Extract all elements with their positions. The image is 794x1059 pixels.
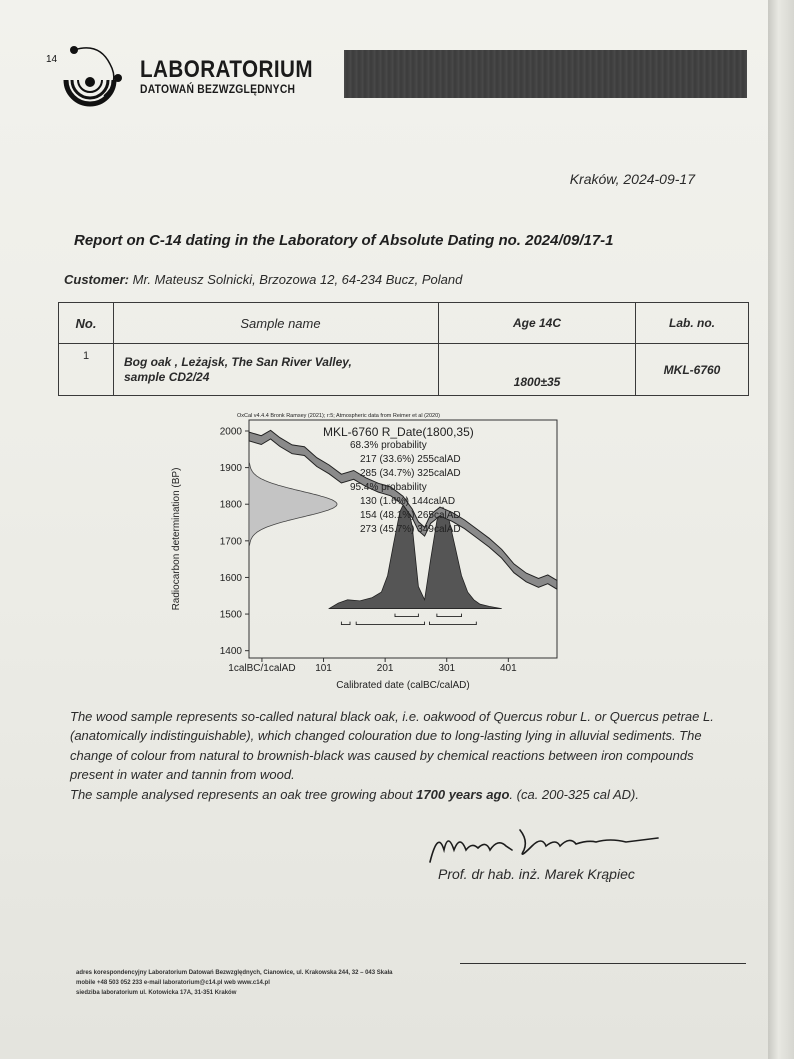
y-tick-label-1500: 1500 bbox=[219, 609, 242, 621]
footer bbox=[76, 968, 392, 998]
customer-line bbox=[64, 272, 462, 287]
header-sample-name: Sample name bbox=[114, 303, 439, 344]
next-page-edge bbox=[768, 0, 794, 1059]
chart-annotation-0: 68.3% probability bbox=[350, 440, 427, 451]
chart-annotation-6: 273 (45.7%) 349calAD bbox=[360, 524, 461, 535]
x-tick-label-1: 1calBC/1calAD bbox=[228, 663, 296, 674]
x-tick-label-101: 101 bbox=[315, 663, 332, 674]
report-title: Report on C-14 dating in the Laboratory of Absolute Dating no. 2024/09/17-1 bbox=[74, 232, 614, 249]
footer-line-1: adres korespondencyjny Laboratorium Datowań Bezwzględnych, Cianowice, ul. Krakowska 244, 32 – 043 Skała bbox=[76, 970, 393, 976]
y-tick-label-1800: 1800 bbox=[219, 499, 242, 511]
signer-name: Prof. dr hab. inż. Marek Krąpiec bbox=[438, 866, 635, 882]
chart-annotation-4: 130 (1.6%) 144calAD bbox=[360, 496, 456, 507]
y-tick-label-1400: 1400 bbox=[219, 646, 242, 658]
header-no: No. bbox=[59, 303, 114, 344]
cell-lab-no: MKL-6760 bbox=[636, 344, 749, 396]
x-tick-label-401: 401 bbox=[499, 663, 517, 674]
x-tick-label-301: 301 bbox=[438, 663, 456, 674]
redacted-block bbox=[344, 50, 747, 98]
interpretation-p2-bold: 1700 years ago bbox=[416, 786, 510, 802]
header-age: Age 14C bbox=[439, 303, 636, 344]
lab-subtitle: DATOWAŃ BEZWZGLĘDNYCH bbox=[140, 82, 296, 96]
handwritten-signature bbox=[420, 820, 680, 870]
range-68-0 bbox=[395, 614, 418, 617]
y-tick-label-1700: 1700 bbox=[219, 536, 242, 548]
y-axis-label: Radiocarbon determination (BP) bbox=[171, 467, 182, 611]
cell-no: 1 bbox=[59, 344, 114, 396]
x-axis-label: Calibrated date (calBC/calAD) bbox=[336, 680, 470, 691]
chart-annotation-2: 285 (34.7%) 325calAD bbox=[360, 468, 461, 479]
report-date: Kraków, 2024-09-17 bbox=[569, 171, 695, 187]
y-tick-label-1600: 1600 bbox=[219, 572, 242, 584]
chart-annotation-3: 95.4% probability bbox=[350, 482, 427, 493]
y-tick-label-2000: 2000 bbox=[219, 426, 242, 438]
cell-sample-name bbox=[114, 344, 439, 396]
interpretation-text bbox=[70, 707, 730, 804]
customer-value: Mr. Mateusz Solnicki, Brzozowa 12, 64-234 Bucz, Poland bbox=[132, 272, 463, 287]
lab-logo bbox=[44, 38, 134, 118]
interpretation-p2-pre: The sample analysed represents an oak tree growing about bbox=[70, 786, 413, 802]
footer-rule bbox=[460, 963, 746, 964]
interpretation-paragraph-1: The wood sample represents so-called natural black oak, i.e. oakwood of Quercus robur L. or Quercus petrae L. (anatomically indistinguishable), which changed colouration due to long-lasting lying in alluvial sediments. The change of colour from natural to brownish-black was caused by chemical reactions between iron compounds present in water and tannin from wood. bbox=[70, 709, 714, 783]
chart-title: MKL-6760 R_Date(1800,35) bbox=[323, 425, 474, 439]
table-header-row bbox=[59, 303, 749, 344]
footer-line-2: mobile +48 503 052 233 e-mail laboratorium@c14.pl web www.c14.pl bbox=[76, 980, 270, 986]
table-row bbox=[59, 344, 749, 396]
sample-name-line2: sample CD2/24 bbox=[124, 369, 210, 384]
header-lab-no: Lab. no. bbox=[636, 303, 749, 344]
range-95-0 bbox=[341, 622, 350, 625]
chart-credit: OxCal v4.4.4 Bronk Ramsey (2021); r:5; Atmospheric data from Reimer et al (2020) bbox=[237, 413, 440, 419]
sample-name-line1: Bog oak , Leżajsk, The San River Valley, bbox=[124, 354, 352, 369]
samples-table bbox=[58, 302, 749, 396]
chart-annotation-5: 154 (48.1%) 265calAD bbox=[360, 510, 461, 521]
range-68-1 bbox=[437, 614, 462, 617]
range-95-1 bbox=[356, 622, 424, 625]
logo-badge: 14 bbox=[46, 54, 58, 65]
x-tick-label-201: 201 bbox=[376, 663, 394, 674]
footer-line-3: siedziba laboratorium ul. Kotowicka 17A, 31-351 Kraków bbox=[76, 990, 237, 996]
measurement-distribution bbox=[249, 463, 337, 545]
cell-age: 1800±35 bbox=[439, 344, 636, 396]
interpretation-paragraph-2 bbox=[70, 785, 730, 804]
lab-name: LABORATORIUM bbox=[140, 56, 313, 83]
interpretation-p2-post: . (ca. 200-325 cal AD). bbox=[509, 786, 639, 802]
chart-annotation-1: 217 (33.6%) 255calAD bbox=[360, 454, 461, 465]
y-tick-label-1900: 1900 bbox=[219, 463, 242, 475]
calibration-chart bbox=[165, 408, 565, 700]
customer-label: Customer: bbox=[64, 272, 130, 287]
range-95-2 bbox=[429, 622, 476, 625]
